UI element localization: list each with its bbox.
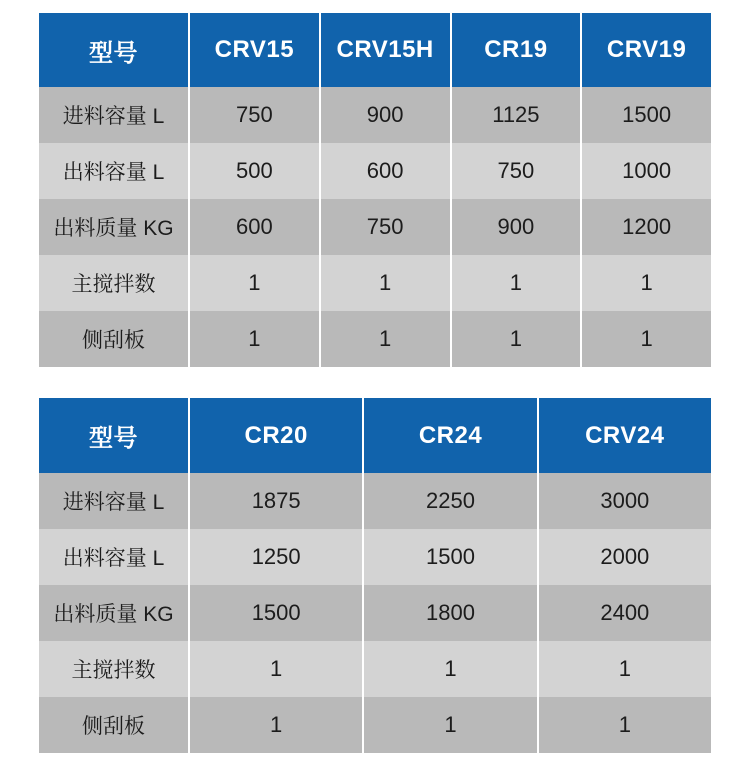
row-label-cell: 出料质量 KG	[39, 199, 188, 255]
value-cell: 1	[452, 311, 581, 367]
value-cell: 1	[190, 697, 362, 753]
row-label-cell: 进料容量 L	[39, 87, 188, 143]
value-cell: 3000	[539, 473, 711, 529]
header-cell-crv19: CRV19	[582, 13, 711, 87]
value-cell: 1800	[364, 585, 536, 641]
value-cell: 1	[190, 311, 319, 367]
value-cell: 750	[321, 199, 450, 255]
header-cell-cr19: CR19	[452, 13, 581, 87]
header-cell-cr24: CR24	[364, 398, 536, 473]
value-cell: 600	[190, 199, 319, 255]
row-label-cell: 出料质量 KG	[39, 585, 188, 641]
header-cell-cr20: CR20	[190, 398, 362, 473]
value-cell: 1	[452, 255, 581, 311]
value-cell: 1125	[452, 87, 581, 143]
value-cell: 1	[190, 641, 362, 697]
header-cell-model: 型号	[39, 13, 188, 87]
value-cell: 1	[364, 697, 536, 753]
row-label-cell: 侧刮板	[39, 697, 188, 753]
value-cell: 1	[321, 311, 450, 367]
value-cell: 1	[539, 641, 711, 697]
spec-table-2	[39, 398, 711, 753]
row-label-cell: 主搅拌数	[39, 641, 188, 697]
value-cell: 1500	[190, 585, 362, 641]
value-cell: 1	[582, 311, 711, 367]
header-cell-crv15h: CRV15H	[321, 13, 450, 87]
value-cell: 2400	[539, 585, 711, 641]
value-cell: 1	[539, 697, 711, 753]
header-cell-crv24: CRV24	[539, 398, 711, 473]
header-cell-model: 型号	[39, 398, 188, 473]
value-cell: 2000	[539, 529, 711, 585]
value-cell: 1200	[582, 199, 711, 255]
value-cell: 600	[321, 143, 450, 199]
value-cell: 1	[582, 255, 711, 311]
value-cell: 750	[452, 143, 581, 199]
value-cell: 1250	[190, 529, 362, 585]
value-cell: 1500	[582, 87, 711, 143]
value-cell: 1875	[190, 473, 362, 529]
row-label-cell: 进料容量 L	[39, 473, 188, 529]
value-cell: 1500	[364, 529, 536, 585]
value-cell: 1000	[582, 143, 711, 199]
spec-table-1	[39, 13, 711, 367]
value-cell: 1	[190, 255, 319, 311]
value-cell: 750	[190, 87, 319, 143]
value-cell: 2250	[364, 473, 536, 529]
row-label-cell: 侧刮板	[39, 311, 188, 367]
row-label-cell: 出料容量 L	[39, 529, 188, 585]
row-label-cell: 出料容量 L	[39, 143, 188, 199]
value-cell: 1	[321, 255, 450, 311]
value-cell: 900	[321, 87, 450, 143]
row-label-cell: 主搅拌数	[39, 255, 188, 311]
header-cell-crv15: CRV15	[190, 13, 319, 87]
value-cell: 500	[190, 143, 319, 199]
value-cell: 1	[364, 641, 536, 697]
value-cell: 900	[452, 199, 581, 255]
